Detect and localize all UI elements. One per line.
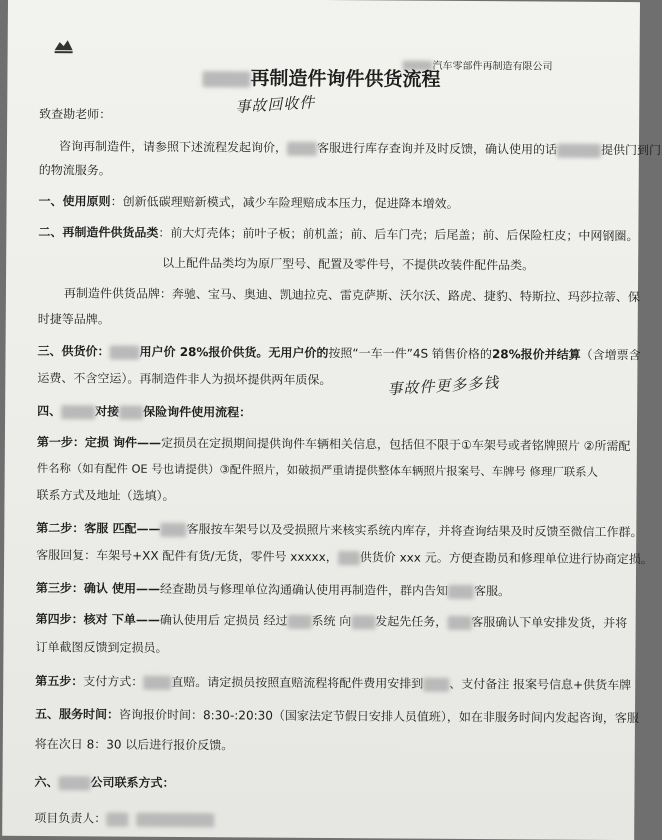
step-3: 第三步：确认 使用——经查勘员与修理单位沟通确认使用再制造件，群内告知 客服。 <box>35 581 511 599</box>
company-header: 汽车零部件再制造有限公司 <box>403 57 553 73</box>
section-3-cont: 运费、不含空运）。再制造件非人为损坏提供两年质保。 <box>37 371 332 388</box>
section-2-brands-cont: 时捷等品牌。 <box>37 312 110 327</box>
redacted-block <box>119 405 143 419</box>
redacted-block <box>202 71 250 87</box>
contact-row: 项目负责人： <box>34 810 214 827</box>
step-1-cont2: 联系方式及地址（选填）。 <box>36 488 175 503</box>
redacted-block <box>423 677 449 691</box>
redacted-block <box>58 776 90 790</box>
section-5-cont: 将在次日 8：30 以后进行报价反馈。 <box>34 736 234 753</box>
step-1: 第一步：定损 询件——定损员在定损期间提供询件车辆相关信息，包括但不限于①车架号或者铭牌照片 ②所需配 <box>36 435 631 454</box>
section-2: 二、再制造件供货品类：前大灯壳体；前叶子板；前机盖；前、后车门壳；后尾盖；前、后保险杠皮；中网钢圈。 <box>38 225 639 244</box>
redacted-block <box>136 812 214 827</box>
handwritten-note-mid: 事故件更多多钱 <box>386 373 500 399</box>
redacted-block <box>448 584 474 598</box>
company-logo-icon <box>52 36 76 56</box>
greeting: 致查勘老师： <box>39 107 112 122</box>
step-2: 第二步：客服 匹配—— 客服按车架号以及受损照片来核实系统内库存，并将查询结果及时反馈至微信工作群。 <box>36 521 643 540</box>
redacted-block <box>160 522 186 536</box>
section-5: 五、服务时间：咨询报价时间：8:30-:20:30（国家法定节假日安排人员值班），如在非服务时间内发起咨询，客服 <box>34 707 639 726</box>
section-4-heading: 四、 对接 保险询件使用流程： <box>37 404 252 420</box>
redacted-block <box>351 615 375 629</box>
section-6-heading: 六、 公司联系方式： <box>34 774 175 790</box>
redacted-block <box>143 675 171 689</box>
redacted-block <box>287 141 317 155</box>
redacted-block <box>61 405 95 419</box>
handwritten-note-top: 事故回收件 <box>234 93 316 117</box>
step-4-cont: 订单截图反馈到定损员。 <box>35 640 168 655</box>
step-4: 第四步：核对 下单——确认使用后 定损员 经过 系统 向 发起先任务， 客服确认下单安排发货，并将 <box>35 612 628 631</box>
step-5: 第五步：支付方式： 直赔。请定损员按照直赔流程将配件费用安排到 、支付备注 报案号信息+供货车牌 <box>35 674 632 693</box>
section-2-brands: 再制造件供货品牌：奔驰、宝马、奥迪、凯迪拉克、雷克萨斯、沃尔沃、路虎、捷豹、特斯拉、玛莎拉蒂、保 <box>63 286 640 305</box>
section-1: 一、使用原则：创新低碳理赔新模式，减少车险理赔成本压力，促进降本增效。 <box>38 194 459 211</box>
step-2-cont: 客服回复：车架号+XX 配件有货/无货，零件号 xxxxx， 供货价 xxx 元。方便查勘员和修理单位进行协商定损。 <box>36 548 653 567</box>
intro-paragraph-cont: 的物流服务。 <box>38 163 111 178</box>
intro-paragraph: 咨询再制造件，请参照下述流程发起询价， 客服进行库存查询并及时反馈，确认使用的话 提供门到门 <box>58 139 662 158</box>
redacted-block <box>110 345 140 359</box>
step-1-cont: 件名称（如有配件 OE 号也请提供）③配件照片，如破损严重请提供整体车辆照片报案号、车牌号 修理厂联系人 <box>36 461 598 479</box>
page-title: 再制造件询件供货流程 <box>202 63 440 92</box>
redacted-block <box>447 615 471 629</box>
document-page <box>2 0 662 840</box>
redacted-block <box>338 551 360 565</box>
redacted-block <box>557 143 601 157</box>
section-2-note: 以上配件品类均为原厂型号、配置及零件号，不提供改装件配件品类。 <box>162 255 535 273</box>
section-3: 三、供货价： 用户价 28%报价供货。无用户价的按照“一车一件”4S 销售价格的28%报价并结算（含增票含 <box>37 344 641 363</box>
redacted-block <box>287 614 311 628</box>
redacted-block <box>106 812 128 826</box>
